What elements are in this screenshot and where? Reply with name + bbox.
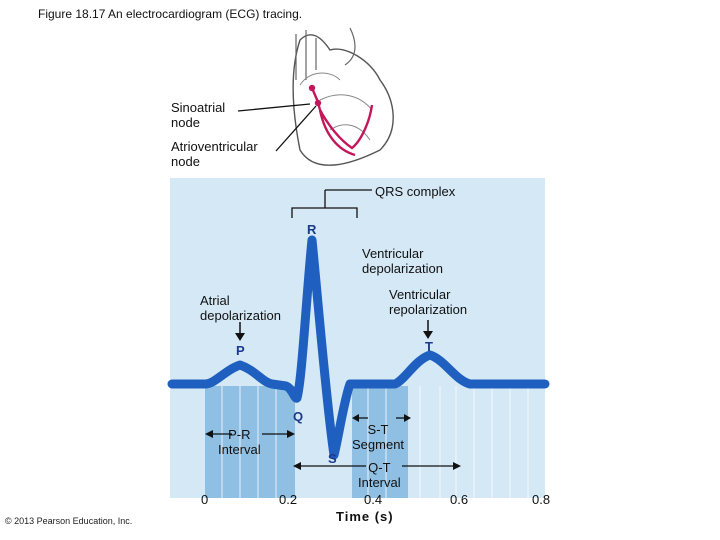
pr-interval-label: P-R Interval (218, 427, 261, 457)
p-wave-label: P (236, 343, 245, 358)
st-segment-label: S-T Segment (352, 422, 405, 452)
s-wave-label: S (328, 451, 337, 466)
atrial-depolarization-label: Atrial depolarization (200, 293, 281, 323)
av-node-dot (315, 100, 321, 106)
x-tick-0-6: 0.6 (450, 492, 469, 507)
ventricular-depolarization-label: Ventricular depolarization (362, 246, 443, 276)
x-tick-0-2: 0.2 (279, 492, 298, 507)
figure-title: Figure 18.17 An electrocardiogram (ECG) tracing. (38, 7, 303, 21)
heart-illustration (238, 28, 393, 165)
t-wave-label: T (425, 339, 433, 354)
x-tick-0: 0 (201, 492, 209, 507)
qt-interval-label: Q-T Interval (358, 460, 401, 490)
q-wave-label: Q (293, 409, 304, 424)
x-axis-label: Time (s) (336, 509, 394, 524)
sinoatrial-node-label: Sinoatrial node (171, 100, 226, 130)
r-wave-label: R (307, 222, 317, 237)
ventricular-repolarization-label: Ventricular repolarization (389, 287, 468, 317)
sa-node-dot (309, 85, 315, 91)
qrs-complex-label: QRS complex (375, 184, 456, 199)
copyright-notice: © 2013 Pearson Education, Inc. (5, 516, 133, 526)
x-tick-0-8: 0.8 (532, 492, 551, 507)
atrioventricular-node-label: Atrioventricular node (171, 139, 258, 169)
x-tick-0-4: 0.4 (364, 492, 383, 507)
